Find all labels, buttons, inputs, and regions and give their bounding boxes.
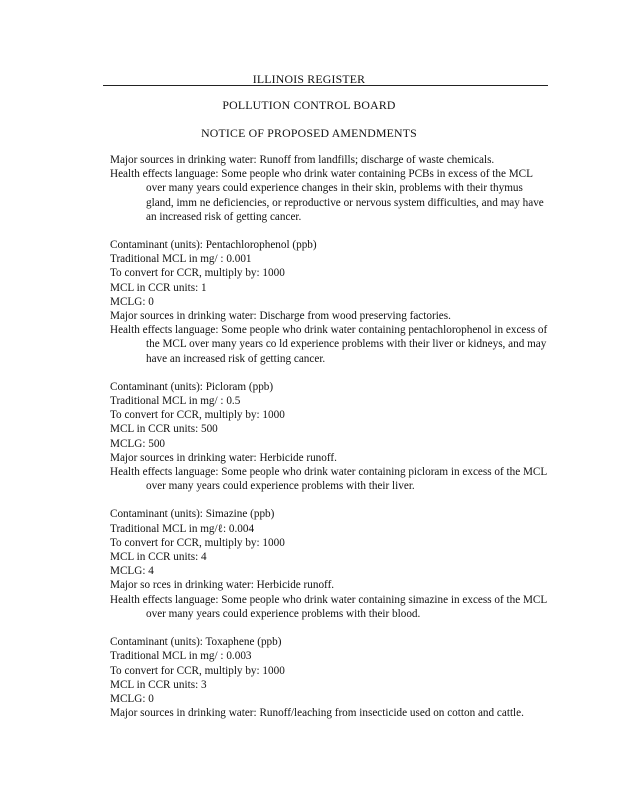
contaminant-block-picloram	[110, 380, 550, 494]
major-sources: Major sources in drinking water: Runoff from landfills; discharge of waste chemicals.	[110, 154, 495, 166]
intro-block	[110, 153, 550, 224]
convert-factor: To convert for CCR, multiply by: 1000	[110, 267, 285, 280]
contaminant-block-simazine	[110, 507, 550, 621]
contaminant-block-pentachlorophenol	[110, 238, 550, 366]
mclg: MCLG: 0	[110, 295, 154, 308]
mcl-ccr-units: MCL in CCR units: 1	[110, 281, 207, 294]
traditional-mcl: Traditional MCL in mg/ : 0.5	[110, 395, 241, 408]
mcl-ccr-units: MCL in CCR units: 500	[110, 423, 218, 436]
contaminant-units: Contaminant (units): Simazine (ppb)	[110, 508, 275, 521]
board-name: POLLUTION CONTROL BOARD	[222, 98, 396, 112]
mcl-ccr-units: MCL in CCR units: 4	[110, 551, 207, 564]
health-effects: Health effects language: Some people who drink water containing pentachlorophenol in excess of the MCL over many years co ld experience problems with their liver or kidneys, and may have an increased risk of getting cancer.	[110, 324, 548, 365]
contaminant-units: Contaminant (units): Pentachlorophenol (ppb)	[110, 239, 317, 252]
convert-factor: To convert for CCR, multiply by: 1000	[110, 664, 285, 677]
convert-factor: To convert for CCR, multiply by: 1000	[110, 536, 285, 549]
traditional-mcl: Traditional MCL in mg/ : 0.003	[110, 650, 252, 663]
mclg: MCLG: 0	[110, 692, 154, 705]
header-rule	[103, 85, 548, 86]
notice-title: NOTICE OF PROPOSED AMENDMENTS	[201, 126, 417, 140]
mclg: MCLG: 500	[110, 437, 166, 450]
contaminant-units: Contaminant (units): Toxaphene (ppb)	[110, 636, 282, 649]
major-sources: Major so rces in drinking water: Herbicide runoff.	[110, 579, 335, 592]
mcl-ccr-units: MCL in CCR units: 3	[110, 678, 207, 691]
document-body	[110, 153, 550, 720]
health-effects: Health effects language: Some people who drink water containing picloram in excess of the MCL over many years could experience problems with their liver.	[110, 466, 547, 493]
register-title: ILLINOIS REGISTER	[252, 72, 366, 86]
traditional-mcl: Traditional MCL in mg/ : 0.001	[110, 253, 252, 266]
major-sources: Major sources in drinking water: Runoff/leaching from insecticide used on cotton and cattle.	[110, 707, 524, 720]
convert-factor: To convert for CCR, multiply by: 1000	[110, 409, 285, 422]
contaminant-units: Contaminant (units): Picloram (ppb)	[110, 380, 274, 393]
contaminant-block-toxaphene	[110, 635, 550, 720]
health-effects: Health effects language: Some people who drink water containing simazine in excess of the MCL over many years could experience problems with their blood.	[110, 593, 547, 620]
major-sources: Major sources in drinking water: Discharge from wood preserving factories.	[110, 310, 451, 323]
mclg: MCLG: 4	[110, 565, 154, 578]
health-effects: Health effects language: Some people who drink water containing PCBs in excess of the MCL over many years could experience changes in their skin, problems with their thymus gland, imm ne deficiencies, or reproductive or nervous system difficulties, and may have an increased risk of getting cancer.	[110, 168, 544, 223]
traditional-mcl: Traditional MCL in mg/ℓ: 0.004	[110, 522, 255, 535]
major-sources: Major sources in drinking water: Herbicide runoff.	[110, 451, 337, 464]
